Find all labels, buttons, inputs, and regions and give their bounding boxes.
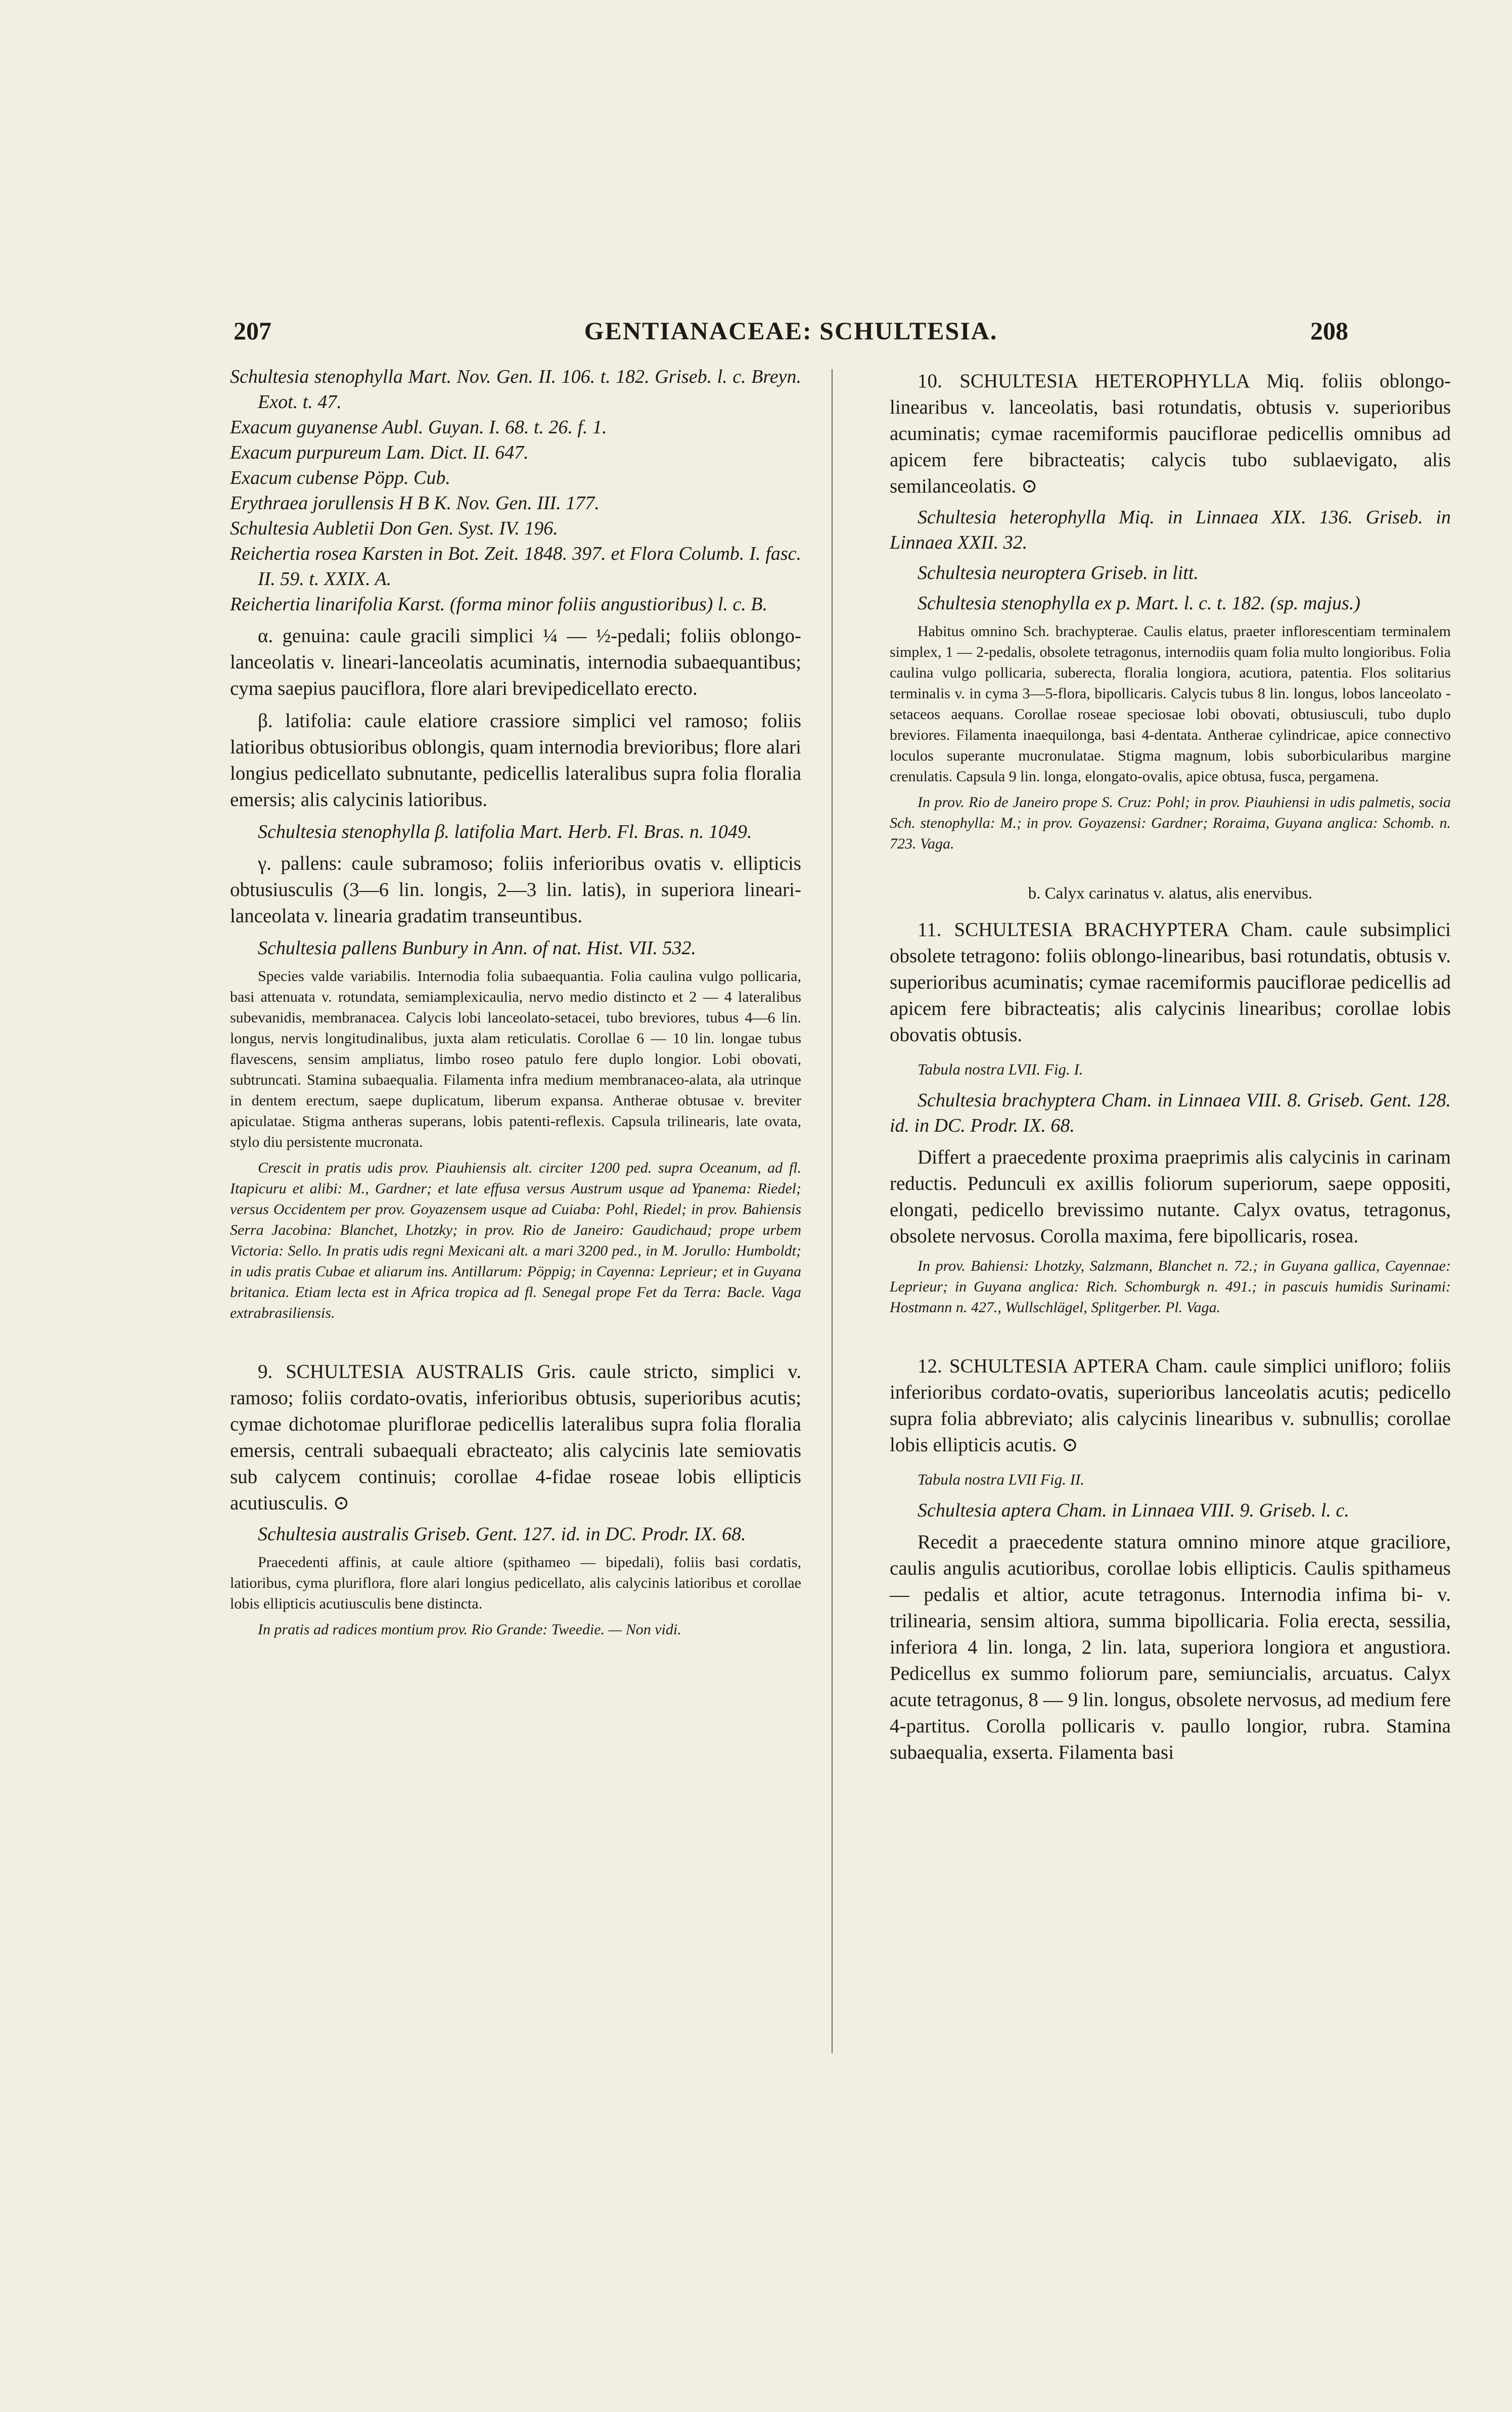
species-9-entry — [230, 1359, 801, 1516]
species-distribution: Crescit in pratis udis prov. Piauhiensis alt. circiter 1200 ped. supra Oceanum, ad fl. Itapicuru et alibi: M., Gardner; et late effusa versus Austrum usque ad Ypanema: Riedel; versus Occidentem per prov. Goyazensem usque ad Cuiaba: Pohl, Riedel; in prov. Bahiensis Serra Jacobina: Blanchet, Lhotzky; in prov. Rio de Janeiro: Gaudichaud; prope urbem Victoria: Sello. In pratis udis regni Mexicani alt. a mari 3200 ped., in M. Jorullo: Humboldt; in udis pratis Cubae et aliarum ins. Antillarum: Pöppig; in Cayenna: Leprieur; et in Guyana britanica. Etiam lecta est in Africa tropica ad fl. Senegal prope Fet da Terra: Bacle. Vaga extrabrasiliensis. — [230, 1159, 801, 1321]
section-heading-b: b. Calyx carinatus v. alatus, alis enervibus. — [1028, 884, 1313, 903]
species-11-distribution: In prov. Bahiensi: Lhotzky, Salzmann, Blanchet n. 72.; in Guyana gallica, Cayennae: Leprieur; in Guyana anglica: Rich. Schomburgk n. 491.; in pascuis humidis Surinami: Hostmann n. 427., Wullschlägel, Splitgerber. Pl. Vaga. — [890, 1258, 1451, 1316]
synonym: Exacum cubense Pöpp. Cub. — [230, 467, 450, 488]
variety-gamma-reference: Schultesia pallens Bunbury in Ann. of nat. Hist. VII. 532. — [258, 937, 696, 959]
synonym: Schultesia stenophylla Mart. Nov. Gen. II. 106. t. 182. Griseb. l. c. Breyn. Exot. t. 47. — [230, 366, 801, 413]
species-10-distribution: In prov. Rio de Janeiro prope S. Cruz: Pohl; in prov. Piauhiensi in udis palmetis, socia Sch. stenophylla: M.; in prov. Goyazensi: Gardner; Roraima, Guyana anglica: Schomb. n. 723. Vaga. — [890, 794, 1451, 852]
variety-beta-reference: Schultesia stenophylla β. latifolia Mart. Herb. Fl. Bras. n. 1049. — [258, 821, 752, 842]
left-column — [230, 364, 801, 1645]
species-11-reference: Schultesia brachyptera Cham. in Linnaea VIII. 8. Griseb. Gent. 128. id. in DC. Prodr. IX. 68. — [890, 1090, 1451, 1136]
species-9-note: Praecedenti affinis, at caule altiore (spithameo — bipedali), foliis basi cordatis, latioribus, cyma pluriflora, flore alari longius pedicellato, alis calycinis latioribus et corollae lobis ellipticis acutiusculis bene distincta. — [230, 1554, 801, 1612]
synonym: Reichertia linarifolia Karst. (forma minor foliis angustioribus) l. c. B. — [230, 594, 767, 615]
synonym: Exacum purpureum Lam. Dict. II. 647. — [230, 442, 529, 463]
species-11-description: Differt a praecedente proxima praeprimis alis calycinis in carinam reductis. Pedunculi ex axillis foliorum superiorum, saepe oppositi, elongati, pedicello brevissimo nutante. Calyx ovatus, tetragonus, obsolete nervosus. Corolla maxima, fere bipollicaris, rosea. — [890, 1146, 1451, 1247]
species-12-description: Recedit a praecedente statura omnino minore atque graciliore, caulis angulis acutioribus, corollae lobis ellipticis. Caulis spithameus — pedalis et altior, acute tetragonus. Internodia infima bi- v. trilinearia, sensim altiora, summa bipollicaria. Folia erecta, sessilia, inferiora 4 lin. longa, 2 lin. lata, superiora longiora et angustiora. Pedicellus ex summo foliorum pare, semiuncialis, arcuatus. Calyx acute tetragonus, 8 — 9 lin. longus, obsolete nervosus, ad medium fere 4-partitus. Corolla pollicaris v. paullo longior, rubra. Stamina subaequalia, exserta. Filamenta basi — [890, 1531, 1451, 1763]
species-9-diagnosis: caule stricto, simplici v. ramoso; foliis cordato-ovatis, inferioribus obtusis, superioribus acutis; cymae dichotomae pluriflorae pedicellis lateralibus supra folia floralia emersis, centrali subaequali ebracteato; alis calycinis late semiovatis sub calycem continuis; corollae 4-fidae roseae lobis ellipticis acutiusculis. ⊙ — [230, 1361, 801, 1514]
species-11-plate: Tabula nostra LVII. Fig. I. — [918, 1060, 1083, 1078]
species-11-title: 11. SCHULTESIA BRACHYPTERA Cham. — [918, 919, 1293, 941]
right-column — [890, 364, 1451, 1772]
page-number-right: 208 — [1310, 317, 1348, 345]
species-description: Species valde variabilis. Internodia folia subaequantia. Folia caulina vulgo pollicaria, basi attenuata v. rotundata, semiamplexicaulia, nervo medio distincto et 2 — 4 lateralibus subevanidis, membranacea. Calycis lobi lanceolato-setacei, tubo breviores, tubus 4—6 lin. longus, nervis longitudinalibus, juxta alam reticulatis. Corollae 6 — 10 lin. longae tubus flavescens, sensim ampliatus, limbo roseo patulo fere duplo longior. Lobi obovati, subtruncati. Stamina subaequalia. Filamenta infra medium membranaceo-alata, ala utrinque in dentem erectum, saepe duplicatum, liberum expansa. Antherae obtusae v. breviter apiculatae. Stigma antheras superans, lobis patenti-reflexis. Capsula trilinearis, late ovata, stylo diu persistente mucronata. — [230, 968, 801, 1150]
species-11-entry — [890, 917, 1451, 1048]
species-10-reference: Schultesia heterophylla Miq. in Linnaea XIX. 136. Griseb. in Linnaea XXII. 32. — [890, 507, 1451, 553]
synonym: Exacum guyanense Aubl. Guyan. I. 68. t. 26. f. 1. — [230, 417, 607, 438]
species-12-reference: Schultesia aptera Cham. in Linnaea VIII. 9. Griseb. l. c. — [918, 1500, 1349, 1521]
species-9-title: 9. SCHULTESIA AUSTRALIS Gris. — [258, 1361, 576, 1382]
species-9-distribution: In pratis ad radices montium prov. Rio Grande: Tweedie. — Non vidi. — [258, 1621, 681, 1638]
column-divider — [832, 369, 833, 2053]
species-10-entry — [890, 368, 1451, 500]
species-10-reference: Schultesia stenophylla ex p. Mart. l. c. t. 182. (sp. majus.) — [918, 593, 1360, 614]
species-12-plate: Tabula nostra LVII Fig. II. — [918, 1470, 1085, 1488]
variety-gamma: γ. pallens: caule subramoso; foliis inferioribus ovatis v. ellipticis obtusiusculis (3—6 lin. longis, 2—3 lin. latis), in superiora lineari-lanceolata v. linearia gradatim transeuntibus. — [230, 853, 801, 927]
synonym: Schultesia Aubletii Don Gen. Syst. IV. 196. — [230, 518, 558, 539]
species-11-diagnosis: caule subsimplici obsolete tetragono: foliis oblongo-linearibus, basi rotundatis, obtusis v. superioribus acuminatis; cymae racemiformis pauciflorae pedicellis ad apicem fere bibracteatis; alis calycinis linearibus; corollae lobis obovatis obtusis. — [890, 919, 1451, 1046]
species-12-entry — [890, 1353, 1451, 1458]
synonym: Reichertia rosea Karsten in Bot. Zeit. 1848. 397. et Flora Columb. I. fasc. II. 59. t. XXIX. A. — [230, 543, 801, 590]
species-10-description: Habitus omnino Sch. brachypterae. Caulis elatus, praeter inflorescentiam terminalem simplex, 1 — 2-pedalis, obsolete tetragonus, internodiis quam folia multo longioribus. Folia caulina vulgo pollicaria, suberecta, floralia longiora, acutiora, patentia. Flos solitarius terminalis v. in cyma 3—5-flora, bipollicaris. Calycis tubus 8 lin. longus, lobos lanceolato - setaceos aequans. Corollae roseae speciosae lobi obovati, obtusiusculi, tubo duplo breviores. Filamenta inaequilonga, basi 4-dentata. Antherae cylindricae, apice connectivo loculos superante mucronulatae. Stigma magnum, lobis suborbicularibus margine crenulatis. Capsula 9 lin. longa, elongato-ovalis, apice obtusa, fusca, pergamena. — [890, 623, 1451, 785]
running-title: GENTIANACEAE: SCHULTESIA. — [584, 317, 998, 345]
species-9-reference: Schultesia australis Griseb. Gent. 127. id. in DC. Prodr. IX. 68. — [258, 1524, 746, 1545]
species-12-diagnosis: caule simplici unifloro; foliis inferioribus cordato-ovatis, superioribus lanceolatis acutis; pedicello supra folia abbreviato; alis calycinis linearibus v. subnullis; corollae lobis ellipticis acutis. ⊙ — [890, 1355, 1451, 1456]
variety-alpha: α. genuina: caule gracili simplici ¼ — ½-pedali; foliis oblongo-lanceolatis v. lineari-lanceolatis acuminatis, internodia subaequantibus; cyma saepius pauciflora, flore alari brevipedicellato erecto. — [230, 625, 801, 699]
running-header — [234, 316, 1348, 351]
species-10-diagnosis: foliis oblongo-linearibus v. lanceolatis, basi rotundatis, obtusis v. superioribus acuminatis; cymae racemiformis pauciflorae pedicellis omnibus ad apicem fere bibracteatis; calycis tubo sublaevigato, alis semilanceolatis. ⊙ — [890, 370, 1451, 497]
species-12-title: 12. SCHULTESIA APTERA Cham. — [918, 1355, 1208, 1377]
species-10-reference: Schultesia neuroptera Griseb. in litt. — [918, 562, 1199, 584]
page-number-left: 207 — [234, 317, 271, 345]
synonym: Erythraea jorullensis H B K. Nov. Gen. III. 177. — [230, 493, 600, 514]
species-10-title: 10. SCHULTESIA HETEROPHYLLA Miq. — [918, 370, 1305, 392]
variety-beta: β. latifolia: caule elatiore crassiore simplici vel ramoso; foliis latioribus obtusioribus oblongis, quam internodia brevioribus; flore alari longius pedicellato subnutante, pedicellis lateralibus supra folia floralia emersis; alis calycinis latioribus. — [230, 710, 801, 811]
